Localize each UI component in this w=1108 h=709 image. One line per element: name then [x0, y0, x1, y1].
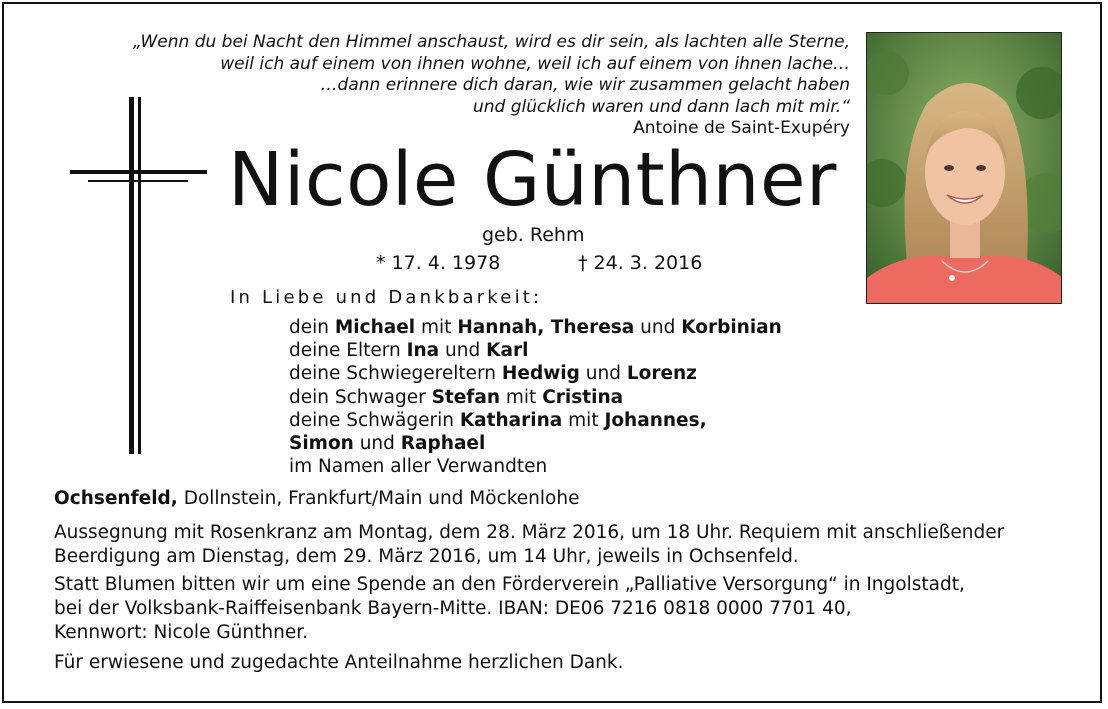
- quote-line: „Wenn du bei Nacht den Himmel anschaust, wird es dir sein, als lachten alle Sterne,: [132, 32, 850, 52]
- mourner-text: und: [579, 363, 627, 385]
- places-main: Ochsenfeld,: [54, 488, 178, 509]
- mourner-text: mit: [415, 317, 458, 338]
- mourner-text: und: [439, 340, 487, 362]
- mourner-text: mit: [562, 409, 605, 431]
- mourner-name: Korbinian: [681, 317, 782, 338]
- mourner-name: Lorenz: [626, 363, 697, 385]
- mourner-line: [289, 432, 782, 455]
- quote-author: Antoine de Saint-Exupéry: [633, 118, 850, 138]
- gratitude-heading: In Liebe und Dankbarkeit:: [230, 287, 543, 308]
- mourner-text: deine Schwägerin: [289, 409, 460, 431]
- mourner-text: und: [634, 317, 682, 338]
- mourner-name: Michael: [334, 317, 416, 338]
- mourner-text: im Namen aller Verwandten: [289, 456, 548, 478]
- places-line: [54, 487, 1064, 511]
- mourner-name: Raphael: [400, 433, 486, 455]
- mourner-text: und: [353, 433, 401, 455]
- portrait-photo: [866, 32, 1062, 304]
- born-name: geb. Rehm: [482, 224, 585, 246]
- mourner-text: deine Eltern: [289, 340, 407, 362]
- mourner-line: [289, 316, 782, 339]
- mourner-text: dein Schwager: [289, 386, 432, 408]
- cross-vertical-bar: [129, 97, 134, 454]
- thanks-line: Für erwiesene und zugedachte Anteilnahme herzlichen Dank.: [54, 652, 624, 673]
- mourner-name: Katharina: [459, 409, 563, 431]
- mourner-line: [289, 409, 782, 432]
- cross-horizontal-bar: [70, 170, 207, 174]
- donation-line: Statt Blumen bitten wir um eine Spende an den Förderverein „Palliative Versorgung“ in Ingolstadt,: [54, 574, 965, 595]
- mourner-text: mit: [500, 386, 543, 408]
- death-date: † 24. 3. 2016: [578, 252, 703, 274]
- mourner-name: Simon: [289, 433, 354, 455]
- mourner-line: [289, 362, 782, 385]
- mourner-name: Cristina: [542, 386, 624, 408]
- mourner-name: Karl: [486, 340, 529, 362]
- donation-line: Kennwort: Nicole Günthner.: [54, 622, 308, 643]
- mourner-name: Ina: [406, 340, 440, 362]
- mourner-text: dein: [289, 317, 335, 338]
- deceased-name: Nicole Günthner: [228, 137, 837, 223]
- mourner-name: Hannah, Theresa: [457, 317, 635, 338]
- donation-info: [54, 573, 1064, 645]
- places-rest: Dollnstein, Frankfurt/Main und Möckenlohe: [177, 488, 580, 509]
- mourner-line: [289, 455, 782, 478]
- mourners-list: [289, 316, 782, 478]
- quote-line: weil ich auf einem von ihnen wohne, weil ich auf einem von ihnen lache…: [220, 53, 850, 74]
- birth-date: * 17. 4. 1978: [376, 252, 501, 274]
- funeral-line: Aussegnung mit Rosenkranz am Montag, dem 28. März 2016, um 18 Uhr. Requiem mit anschließender: [54, 522, 1005, 543]
- mourner-line: [289, 339, 782, 362]
- quote-line: …dann erinnere dich daran, wie wir zusammen gelacht haben: [320, 75, 850, 95]
- mourner-name: Stefan: [431, 386, 501, 408]
- donation-line: bei der Volksbank-Raiffeisenbank Bayern-Mitte. IBAN: DE06 7216 0818 0000 7701 40,: [54, 598, 852, 619]
- mourner-name: Hedwig: [501, 363, 580, 385]
- funeral-info: [54, 521, 1064, 569]
- mourner-text: deine Schwiegereltern: [289, 363, 502, 385]
- mourner-line: [289, 386, 782, 409]
- quote-line: und glücklich waren und dann lach mit mir.“: [473, 96, 850, 117]
- quote-block: [70, 32, 850, 140]
- funeral-line: Beerdigung am Dienstag, dem 29. März 2016, um 14 Uhr, jeweils in Ochsenfeld.: [54, 546, 799, 567]
- mourner-name: Johannes,: [604, 409, 707, 431]
